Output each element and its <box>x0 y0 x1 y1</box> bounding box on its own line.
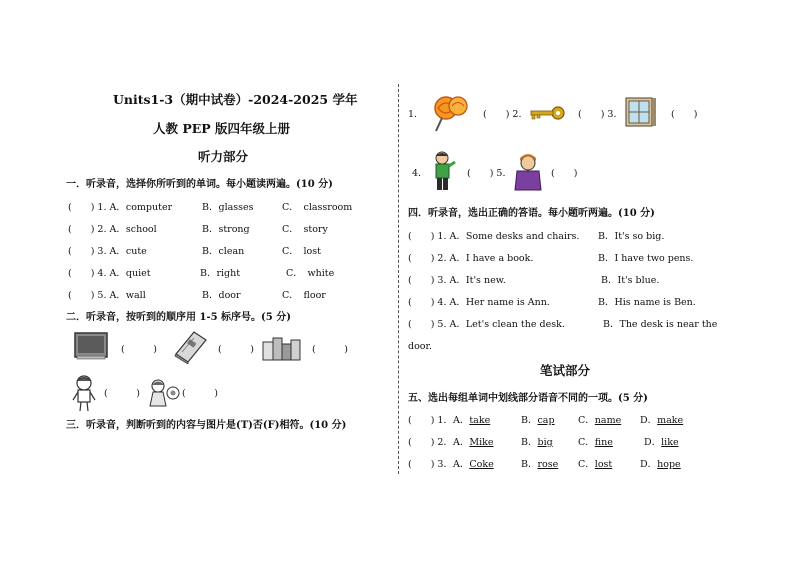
s1-q2-c: C． story <box>282 224 328 235</box>
s2-blank-2: ( ) <box>218 344 254 355</box>
s5-q1-c-wrap: C．name <box>578 415 622 426</box>
s5-q1-b-wrap: B．cap <box>521 415 555 426</box>
girl-icon <box>148 378 182 408</box>
s5-q1-a: take <box>469 415 491 426</box>
s1-q5: ( ) 5. A．wall <box>68 290 146 301</box>
s1-q2: ( ) 2. A．school <box>68 224 157 235</box>
s4-q5-a: ( ) 5. A．Let's clean the desk. <box>408 319 565 330</box>
s5-q2-a: Mike <box>469 437 494 448</box>
books-icon <box>261 332 303 362</box>
s2-blank-4: ( ) <box>104 388 140 399</box>
s1-q1-c: C． classroom <box>282 202 353 213</box>
section1-heading: 一．听录音，选择你所听到的单词。每小题读两遍。(10 分) <box>66 179 333 190</box>
s4-q5-b: B．The desk is near the <box>603 319 718 330</box>
s5-q2-b-wrap: B．big <box>521 437 553 448</box>
s3-label-2: ( ) 2. <box>483 109 522 120</box>
s5-q3-b-wrap: B．rose <box>521 459 559 470</box>
s3-label-5: 4. <box>412 168 422 179</box>
s5-q2-d-wrap: D．like <box>644 437 679 448</box>
listening-title: 听力部分 <box>198 149 249 164</box>
s4-q4-a: ( ) 4. A．Her name is Ann. <box>408 297 550 308</box>
column-divider <box>398 84 399 474</box>
s1-q4-b: B．right <box>200 268 241 279</box>
s2-blank-5: ( ) <box>182 388 218 399</box>
page-title: Units1-3（期中试卷）-2024-2025 学年 <box>113 92 358 107</box>
s3-label-1: 1. <box>408 109 418 120</box>
s3-label-6: ( ) 5. <box>467 168 506 179</box>
lollipop-icon <box>430 93 472 133</box>
book-icon <box>172 330 208 364</box>
s1-q3: ( ) 3. A．cute <box>68 246 147 257</box>
boy-green-icon <box>428 150 458 192</box>
section4-heading: 四．听录音，选出正确的答语。每小题听两遍。(10 分) <box>408 208 655 219</box>
s2-blank-1: ( ) <box>121 344 157 355</box>
s4-q3-a: ( ) 3. A．It's new. <box>408 275 506 286</box>
window-icon <box>624 96 658 130</box>
written-title: 笔试部分 <box>540 363 591 378</box>
s1-q5-c: C． floor <box>282 290 326 301</box>
s5-q2-c-wrap: C．fine <box>578 437 613 448</box>
s5-q1: ( ) 1．A．take <box>408 415 491 426</box>
s4-q2-b: B．I have two pens. <box>598 253 694 264</box>
section3-heading: 三．听录音，判断听到的内容与图片是(T)否(F)相符。(10 分) <box>66 420 347 431</box>
s1-q4-c: C． white <box>286 268 335 279</box>
section2-heading: 二．听录音，按听到的顺序用 1-5 标序号。(5 分) <box>66 312 291 323</box>
s3-label-7: ( ) <box>551 168 578 179</box>
s1-q3-c: C． lost <box>282 246 321 257</box>
s3-label-3: ( ) 3. <box>578 109 617 120</box>
blackboard-icon <box>74 332 108 360</box>
s1-q2-b: B．strong <box>202 224 250 235</box>
s1-q3-b: B．clean <box>202 246 245 257</box>
boy-purple-icon <box>512 153 544 191</box>
s4-q5-wrap: door. <box>408 341 433 352</box>
s1-q5-b: B．door <box>202 290 241 301</box>
key-icon <box>528 104 566 122</box>
s1-q1: ( ) 1. A．computer <box>68 202 173 213</box>
s5-q3-a: Coke <box>469 459 494 470</box>
s4-q1-b: B．It's so big. <box>598 231 665 242</box>
s5-q3: ( ) 3．A．Coke <box>408 459 494 470</box>
s5-q2: ( ) 2．A．Mike <box>408 437 494 448</box>
s5-q3-c-wrap: C．lost <box>578 459 613 470</box>
page-subtitle: 人教 PEP 版四年级上册 <box>153 121 291 136</box>
s1-q4: ( ) 4. A．quiet <box>68 268 151 279</box>
s1-q1-b: B．glasses <box>202 202 254 213</box>
s4-q3-b: B．It's blue. <box>601 275 660 286</box>
s4-q4-b: B．His name is Ben. <box>598 297 696 308</box>
s5-q3-d-wrap: D．hope <box>640 459 681 470</box>
s2-blank-3: ( ) <box>312 344 348 355</box>
s3-label-4: ( ) <box>671 109 698 120</box>
boy-icon <box>70 374 98 412</box>
s5-q1-d-wrap: D．make <box>640 415 684 426</box>
section5-heading: 五、选出每组单词中划线部分语音不同的一项。(5 分) <box>408 393 648 404</box>
s4-q1-a: ( ) 1. A．Some desks and chairs. <box>408 231 580 242</box>
s4-q2-a: ( ) 2. A．I have a book. <box>408 253 534 264</box>
